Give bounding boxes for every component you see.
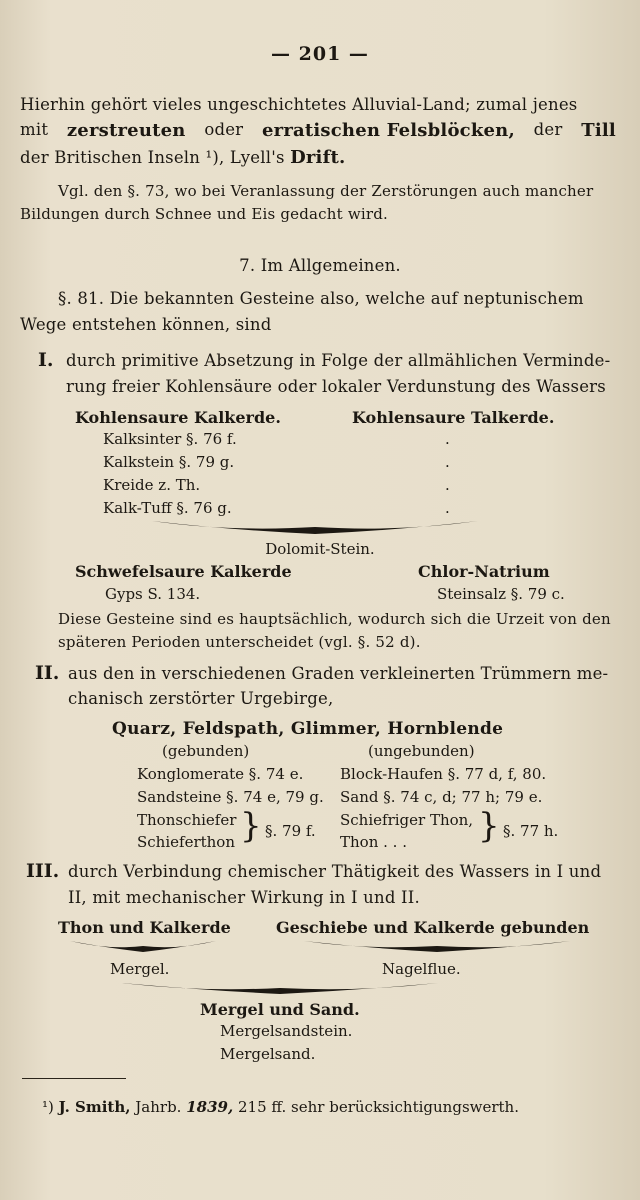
pair-ref-left: §. 79 f. <box>265 822 316 840</box>
row-left: Konglomerate §. 74 e. <box>137 765 304 783</box>
row-right: Sand §. 74 c, d; 77 h; 79 e. <box>340 788 543 806</box>
heading-geschiebe: Geschiebe und Kalkerde gebunden <box>276 918 590 937</box>
footnote-author: J. Smith, <box>58 1098 131 1116</box>
row-right: Schiefriger Thon, <box>340 811 474 829</box>
item3-line1: durch Verbindung chemischer Thätigkeit des Wassers in I und <box>68 862 602 881</box>
footnote-rest: 215 ff. sehr berücksichtigungswerth. <box>238 1098 519 1116</box>
emphasis-erratischen: erratischen Felsblöcken, <box>262 120 515 141</box>
heading-chlor-natrium: Chlor-Natrium <box>418 562 550 581</box>
result-mergel: Mergel. <box>110 960 170 978</box>
brace-dolomit <box>150 518 480 536</box>
page-number: — 201 — <box>271 43 369 65</box>
emphasis-till: Till <box>581 120 616 141</box>
footnote <box>42 1098 519 1116</box>
ditto-dot: . <box>445 430 450 448</box>
item1-line1: durch primitive Absetzung in Folge der allmählichen Verminde- <box>66 351 611 370</box>
item1-numeral: I. <box>38 349 54 371</box>
note-line2: späteren Perioden unterscheidet (vgl. §. 52 d). <box>58 633 421 651</box>
pair-ref-right: §. 77 h. <box>503 822 559 840</box>
minerals-heading: Quarz, Feldspath, Glimmer, Hornblende <box>112 719 504 739</box>
ditto-dot: . <box>445 476 450 494</box>
result-nagelflue: Nagelflue. <box>382 960 461 978</box>
heading-thon-kalkerde: Thon und Kalkerde <box>58 918 231 937</box>
list-item: Kalksinter §. 76 f. <box>103 430 237 448</box>
note-line1: Diese Gesteine sind es hauptsächlich, wodurch sich die Urzeit von den <box>58 610 611 628</box>
emphasis-drift: Drift. <box>290 147 346 168</box>
row-right: Thon . . . <box>340 833 407 851</box>
section-heading: 7. Im Allgemeinen. <box>239 256 401 275</box>
list-item: Kreide z. Th. <box>103 476 201 494</box>
para3-line1: §. 81. Die bekannten Gesteine also, welche auf neptunischem <box>58 289 584 308</box>
heading-mergel-sand: Mergel und Sand. <box>200 1000 360 1019</box>
ditto-dot: . <box>445 453 450 471</box>
list-item: Kalkstein §. 79 g. <box>103 453 235 471</box>
steinsalz-item: Steinsalz §. 79 c. <box>437 585 565 603</box>
unbound-label: (ungebunden) <box>368 742 475 760</box>
para1-line3 <box>20 147 346 168</box>
word: mit <box>20 120 49 139</box>
col-heading-kalkerde: Kohlensaure Kalkerde. <box>75 408 281 427</box>
para3-line2: Wege entstehen können, sind <box>20 315 272 334</box>
para2-line1: Vgl. den §. 73, wo bei Veranlassung der Zerstörungen auch mancher <box>58 182 594 200</box>
footnote-marker: ¹) <box>42 1098 54 1116</box>
row-right: Block-Haufen §. 77 d, f, 80. <box>340 765 547 783</box>
word: oder <box>204 120 244 139</box>
combined-item: Mergelsandstein. <box>220 1022 353 1040</box>
right-brace: } <box>240 806 262 846</box>
footnote-rule <box>22 1078 126 1079</box>
item3-line2: II, mit mechanischer Wirkung in I und II. <box>68 888 420 907</box>
gyps-item: Gyps S. 134. <box>105 585 201 603</box>
list-item: Kalk-Tuff §. 76 g. <box>103 499 232 517</box>
brace-nagelflue <box>302 938 572 954</box>
item2-line2: chanisch zerstörter Urgebirge, <box>68 689 334 708</box>
brace-mergel-sand <box>120 980 440 996</box>
emphasis-zerstreuten: zerstreuten <box>66 120 186 141</box>
para1-line2 <box>20 120 616 141</box>
ditto-dot: . <box>445 499 450 517</box>
item3-numeral: III. <box>26 860 60 882</box>
row-left: Schieferthon <box>137 833 235 851</box>
word: der <box>533 120 563 139</box>
bound-label: (gebunden) <box>162 742 250 760</box>
row-left: Sandsteine §. 74 e, 79 g. <box>137 788 324 806</box>
item1-line2: rung freier Kohlensäure oder lokaler Verdunstung des Wassers <box>66 377 606 396</box>
footnote-year: 1839, <box>186 1098 234 1116</box>
item2-line1: aus den in verschiedenen Graden verkleinerten Trümmern me- <box>68 664 609 683</box>
item2-numeral: II. <box>35 662 60 684</box>
col-heading-talkerde: Kohlensaure Talkerde. <box>352 408 555 427</box>
heading-schwefelsaure: Schwefelsaure Kalkerde <box>75 562 292 581</box>
footnote-journal: Jahrb. <box>135 1098 182 1116</box>
para1-line3-text: der Britischen Inseln ¹), Lyell's <box>20 148 285 167</box>
para2-line2: Bildungen durch Schnee und Eis gedacht wird. <box>20 205 388 223</box>
row-left: Thonschiefer <box>137 811 237 829</box>
combined-item: Mergelsand. <box>220 1045 316 1063</box>
right-brace: } <box>478 806 500 846</box>
dolomit-stein: Dolomit-Stein. <box>265 540 375 558</box>
brace-mergel <box>68 938 218 954</box>
para1-line1: Hierhin gehört vieles ungeschichtetes Alluvial-Land; zumal jenes <box>20 95 578 114</box>
